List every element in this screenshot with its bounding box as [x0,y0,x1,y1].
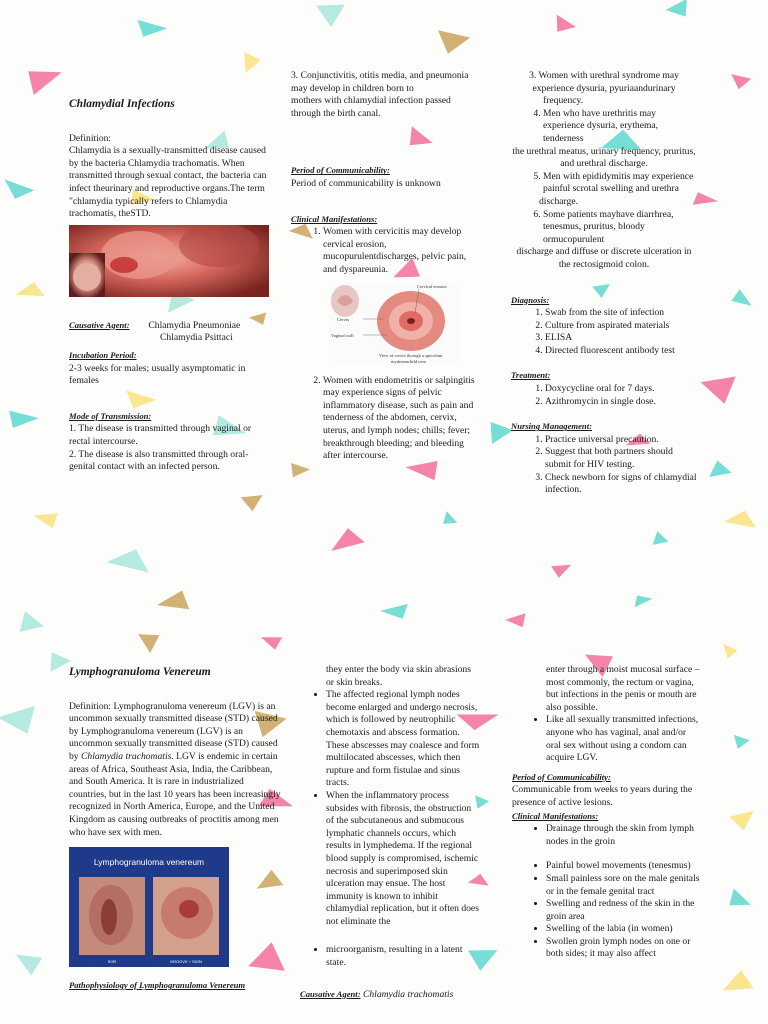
page1-title: Chlamydial Infections [69,98,175,110]
lgv-definition-a: Definition: Lymphogranuloma venereum (LGV) is an uncommon sexually transmitted disease (STD) caused by Lymphogranuloma venereum (LGV) is an uncommon sexually transmitted disease (STD) caused by [69,700,278,762]
col3-item4-b: the urethral meatus, urinary frequency, pruritus, and urethral discharge. [512,145,696,170]
col3-item3-b: frequency. [543,95,584,107]
col2-item3-line2: mothers with chlamydial infection passed through the birth canal. [291,95,451,119]
lgv-clinical-item: • Small painless sore on the male genitals or in the female genital tract [546,873,700,898]
page2-column-1 [69,666,281,993]
incubation-text: 2-3 weeks for males; usually asymptomatic in females [69,362,246,387]
lgv-causative-label: Causative Agent: [300,988,361,999]
diagnosis-list [511,307,697,357]
lgv-clinical-item: • Swelling of the labia (in women) [546,923,700,936]
chlamydia-photo [69,225,269,297]
nursing-item: 2. Suggest that both partners should submit for HIV testing. [545,446,697,471]
transmission-1: 1. The disease is transmitted through vaginal or rectal intercourse. [69,423,252,447]
page2-title: Lymphogranuloma Venereum [69,666,211,678]
treatment-item: 1. Doxycycline oral for 7 days. [545,383,697,396]
diagnosis-item: 2. Culture from aspirated materials [545,320,697,333]
label-cervical-erosion: Cervical erosion [417,283,447,289]
lgv-clinical-list [512,823,700,961]
incubation-label: Incubation Period: [69,349,137,360]
transmission-label: Mode of Transmission: [69,410,152,421]
clinical-list-2 [291,375,477,400]
figure-source: mydreamchild.com [391,358,426,364]
col2-top-text: they enter the body via skin abrasions or skin breaks. [326,664,471,688]
col3-item3-a: 3. Women with urethral syndrome may experience dysuria, pyuriaandurinary [529,70,679,94]
pathophysiology-item: • The affected regional lymph nodes become enlarged and undergo necrosis, which is followed by neutrophilic chemotaxis and abscess formation. These abscesses may coalesce and form multilocated abscesses, which then rupture and form fistulae and sinus tracts. [326,689,480,790]
nursing-item: 1. Practice universal precaution. [545,434,697,447]
causative-agent-label: Causative Agent: [69,319,130,330]
clinical-item-2-c: uterus, and lymph nodes; chills; fever; breakthrough bleeding; and bleeding [323,424,471,449]
diagnosis-item: 4. Directed fluorescent antibody test [545,345,697,358]
col3-item5-a: 5. Men with epididymitis may experience painful scrotal swelling and urethra [543,171,697,196]
figure-caption: View of cervix through a speculum [379,352,443,358]
treatment-label: Treatment: [511,370,551,381]
lgv-clinical-item: • Swelling and redness of the skin in the groin area [546,898,700,923]
lgv-communicability-label: Period of Communicability: [512,771,611,782]
clinical-item-2-a: Women with endometritis or salpingitis may experience signs of pelvic [323,374,475,399]
lgv-definition [69,701,281,840]
nursing-item: 3. Check newborn for signs of chlamydial infection. [545,472,697,497]
lgv-definition-b: . LGV is endemic in certain areas of Africa, Southeast Asia, India, the Caribbean, and South America. It is rare in industrialized countries, but in the last 10 years has been increasingly recognized in North America, Europe, and the United Kingdom as causing outbreaks of proctitis among men who have sex with men. [69,750,281,838]
label-vaginal-wall: Vaginal wall [331,332,354,338]
lgv-causative-value: Chlamydia trachomatis [362,988,454,1000]
lgv-definition-italic: Chlamydia trachomatis [81,750,172,762]
col3-item6-a: 6. Some patients mayhave diarrhrea, tenesmus, pruritus, bloody ormucopurulent [543,209,697,247]
label-cervix: Cervix [337,316,350,322]
page1-column-3 [511,70,697,497]
page2-column-2 [300,664,480,1001]
causative-agent-2: Chlamydia Psittaci [160,332,233,344]
col3-list-c [511,209,697,247]
definition-label: Definition: [69,132,112,144]
col3-bullet: • Like all sexually transmitted infections, anyone who has vaginal, anal and/or oral sex without using a condom can acquire LGV. [546,714,700,764]
col3-list-b [511,171,697,196]
col3-top-text: enter through a moist mucosal surface – most commonly, the rectum or vagina, but infections in the penis or mouth are also possible. [546,664,700,713]
treatment-item: 2. Azithromycin in single dose. [545,396,697,409]
causative-agent-1: Chlamydia Pneumoniae [148,319,241,331]
causative-agent-row [69,319,269,333]
treatment-list [511,383,697,408]
pathophysiology-list [300,689,480,969]
lgv-image-title: Lymphogranuloma venereum [93,857,205,868]
lgv-image-label-right: GROOVE + SIGN [170,959,202,965]
nursing-list [511,434,697,497]
diagnosis-item: 1. Swab from the site of infection [545,307,697,320]
nursing-label: Nursing Management: [511,421,592,432]
diagnosis-label: Diagnosis: [511,294,550,305]
lgv-communicability-text: Communicable from weeks to years during the presence of active lesions. [512,784,693,808]
pathophysiology-label: Pathophysiology of Lymphogranuloma Venereum [69,980,246,991]
col3-bullet-list [512,714,700,764]
clinical-item-2-b: inflammatory disease, such as pain and tenderness of the abdomen, cervix, [323,399,474,424]
col2-item3-line1: 3. Conjunctivitis, otitis media, and pneumonia may develop in children born to [291,70,469,94]
page1-column-1 [69,98,269,474]
lgv-clinical-item: • Swollen groin lymph nodes on one or both sides; it may also affect [546,936,700,961]
pathophysiology-item: • microorganism, resulting in a latent state. [326,944,480,969]
communicability-text: Period of communicability is unknown [291,177,441,189]
clinical-label: Clinical Manifestations: [291,213,378,224]
cervix-diagram [329,283,459,365]
col3-item4-a: 4. Men who have urethritis may experience dysuria, erythema, tenderness [543,108,697,146]
definition-text: Chlamydia is a sexually-transmitted disease caused by the bacteria Chlamydia trachomatis. When transmitted through sexual contact, the bacteria can infect theurinary and reproductive organs.The term "chlamydia typically refers to Chlamydia trachomatis, theSTD. [69,145,267,220]
clinical-item-2 [323,375,477,400]
lgv-clinical-item: • Painful bowel movements (tenesmus) [546,860,700,873]
lgv-photo [69,847,229,967]
communicability-label: Period of Communicability: [291,165,390,176]
lgv-clinical-label: Clinical Manifestations: [512,810,599,821]
diagnosis-item: 3. ELISA [545,332,697,345]
transmission-2: 2. The disease is also transmitted through oral-genital contact with an infected person. [69,448,249,473]
col3-item6-b: discharge and diffuse or discrete ulceration in the rectosigmoid colon. [516,246,692,270]
clinical-item-1: 1. Women with cervicitis may develop cervical erosion, mucopurulentdischarges, pelvic pain, and dyspareunia. [323,226,477,276]
page-lymphogranuloma-venereum [0,512,768,1024]
page1-column-2 [291,70,477,463]
pathophysiology-item: • When the inflammatory process subsides with fibrosis, the obstruction of the subcutaneous and submucous lymphatic channels occurs, which results in lymphedema. If the regional blood supply is compromised, ischemic necrosis and superimposed skin ulceration may ensue. The host immunity is known to inhibit chlamydial replication, but it often does not eliminate the [326,790,480,929]
page2-column-3 [512,664,700,961]
lgv-clinical-item: • Drainage through the skin from lymph nodes in the groin [546,823,700,848]
col3-list-a [511,108,697,146]
col3-item5-b: discharge. [539,195,578,207]
lgv-image-label-left: SOR [107,959,117,965]
clinical-item-2-d: after intercourse. [323,450,388,462]
clinical-list-1 [291,226,477,276]
